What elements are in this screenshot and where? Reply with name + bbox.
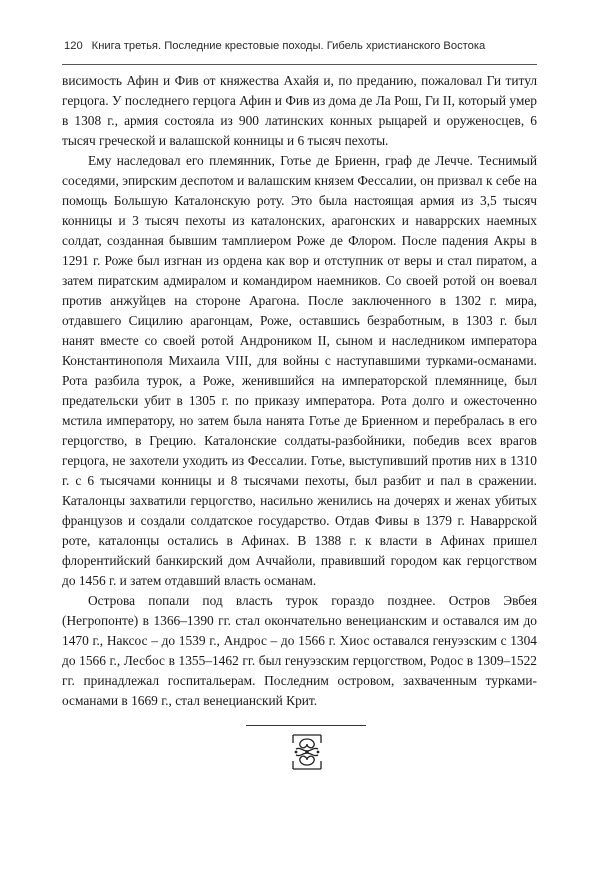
section-separator [246, 725, 366, 726]
running-head [64, 40, 534, 52]
running-title: Книга третья. Последние крестовые походы. Гибель христианского Востока [91, 40, 486, 52]
paragraph-islands: Острова попали под власть турок гораздо позднее. Остров Эвбея (Негропонте) в 1366–1390 гг. стал окончательно венецианским и оставался им до 1470 г., Наксос – до 1539 г., Андрос – до 1566 г. Хиос оставался генуэзским с 1304 до 1566 г., Лесбос в 1355–1462 гг. был генуэзским герцогством, Родос в 1309–1522 гг. принадлежал госпитальерам. Последним островом, захваченным турками-османами в 1669 г., стал венецианский Крит. [62, 593, 537, 708]
ornament-icon [290, 731, 324, 773]
page-number: 120 [64, 40, 83, 52]
header-rule [62, 64, 537, 65]
paragraph-continuation: висимость Афин и Фив от княжества Ахайя и, по преданию, пожаловал Ги титул герцога. У последнего герцога Афин и Фив из дома де Ла Рош, Ги II, который умер в 1308 г., армия состояла из 900 латинских конных рыцарей и оруженосцев, 6 тысяч греческой и валашской конницы и 6 тысяч пехоты. [62, 73, 537, 148]
paragraph-catalan-company: Ему наследовал его племянник, Готье де Бриенн, граф де Лечче. Теснимый соседями, эпирским деспотом и валашским князем Фессалии, он призвал к себе на помощь Большую Каталонскую роту. Это была настоящая армия из 3,5 тысяч конницы и 3 тысяч пехоты из каталонских, арагонских и наваррских наемных солдат, созданная бывшим тамплиером Роже де Флором. После падения Акры в 1291 г. Роже был изгнан из ордена как вор и отступник от веры и стал пиратом, а затем пиратским адмиралом и командиром наемников. Со своей ротой он воевал против анжуйцев на стороне Арагона. После заключенного в 1302 г. мира, отдавшего Сицилию арагонцам, Роже, оставшись безработным, в 1303 г. был нанят вместе со своей ротой Андроником II, сыном и наследником императора Константинополя Михаила VIII, для войны с наступавшими турками-османами. Рота разбила турок, а Роже, женившийся на императорской племяннице, был предательски убит в 1305 г. по приказу императора. Рота долго и ожесточенно мстила императору, но затем была нанята Готье де Бриенном и перебралась в его герцогство, в Грецию. Каталонские солдаты-разбойники, победив всех врагов герцога, не захотели уходить из Фессалии. Готье, выступивший против них в 1310 г. с 6 тысячами конницы и 8 тысячами пехоты, был разбит и пал в сражении. Каталонцы захватили герцогство, насильно женились на дочерях и женах убитых французов и создали солдатское государство. Отдав Фивы в 1379 г. Наваррской роте, каталонцы остались в Афинах. В 1388 г. к власти в Афинах пришел флорентийский банкирский дом Аччайоли, правивший городом как герцогством до 1456 г. и затем отдавший власть османам. [62, 153, 537, 588]
body-text [62, 71, 537, 711]
